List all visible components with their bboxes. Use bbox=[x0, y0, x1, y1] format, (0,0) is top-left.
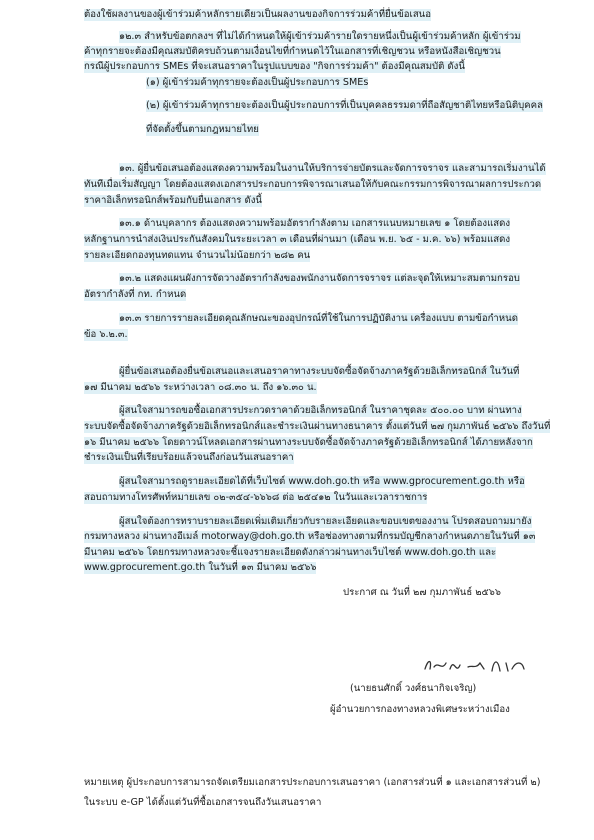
text-line-27: ผู้สนใจต้องการทราบรายละเอียดเพิ่มเติมเกี่ยวกับรายละเอียดและขอบเขตของงาน โปรดสอบถามมายัง bbox=[119, 516, 532, 527]
text-line-16: อัตรากำลังที่ กท. กำหนด bbox=[84, 289, 187, 300]
text-line-22: ระบบจัดซื้อจัดจ้างภาครัฐด้วยอิเล็กทรอนิกส์และชำระเงินผ่านทางธนาคาร ตั้งแต่วันที่ ๒๗ กุมภาพันธ์ ๒๕๖๖ ถึงวันที่ bbox=[84, 421, 551, 432]
text-line-20: ๑๗ มีนาคม ๒๕๖๖ ระหว่างเวลา ๐๘.๓๐ น. ถึง ๑๖.๓๐ น. bbox=[84, 382, 317, 393]
text-line-13: หลักฐานการนำส่งเงินประกันสังคมในระยะเวลา ๓ เดือนที่ผ่านมา (เดือน พ.ย. ๖๕ - ม.ค. ๖๖) พร้อมแสดง bbox=[84, 234, 511, 245]
text-line-1: ต้องใช้ผลงานของผู้เข้าร่วมค้าหลักรายเดียวเป็นผลงานของกิจการร่วมค้าที่ยื่นข้อเสนอ bbox=[84, 9, 432, 20]
signatory-position: ผู้อำนวยการกองทางหลวงพิเศษระหว่างเมือง bbox=[330, 704, 510, 715]
text-line-5: (๑) ผู้เข้าร่วมค้าทุกรายจะต้องเป็นผู้ประกอบการ SMEs bbox=[146, 77, 369, 88]
text-line-30: www.gprocurement.go.th ในวันที่ ๑๓ มีนาคม ๒๕๖๖ bbox=[84, 562, 317, 573]
text-line-19: ผู้ยื่นข้อเสนอต้องยื่นข้อเสนอและเสนอราคาทางระบบจัดซื้อจัดจ้างภาครัฐด้วยอิเล็กทรอนิกส์ ในวันที่ bbox=[119, 366, 520, 377]
text-line-21: ผู้สนใจสามารถขอซื้อเอกสารประกวดราคาด้วยอิเล็กทรอนิกส์ ในราคาชุดละ ๕๐๐.๐๐ บาท ผ่านทาง bbox=[119, 405, 522, 416]
text-line-26: สอบถามทางโทรศัพท์หมายเลข ๐๒-๓๕๔-๖๖๖๘ ต่อ ๒๕๔๑๒ ในวันและเวลาราชการ bbox=[84, 492, 428, 503]
text-line-17: ๑๓.๓ รายการรายละเอียดคุณลักษณะของอุปกรณ์ที่ใช้ในการปฏิบัติงาน เครื่องแบบ ตามข้อกำหนด bbox=[119, 313, 518, 324]
text-line-9: ๑๓. ผู้ยื่นข้อเสนอต้องแสดงความพร้อมในงานให้บริการจ่ายบัตรและจัดการจราจร และสามารถเริ่มงานได้ bbox=[119, 163, 546, 174]
text-line-4: กรณีผู้ประกอบการ SMEs ที่จะเสนอราคาในรูปแบบของ "กิจการร่วมค้า" ต้องมีคุณสมบัติ ดังนี้ bbox=[84, 61, 465, 72]
text-line-18: ข้อ ๖.๒.๓. bbox=[84, 329, 128, 340]
note-line-1: หมายเหตุ ผู้ประกอบการสามารถจัดเตรียมเอกสารประกอบการเสนอราคา (เอกสารส่วนที่ ๑ และเอกสารส่วนที่ ๒) bbox=[84, 777, 541, 788]
text-line-3: ค้าทุกรายจะต้องมีคุณสมบัติครบถ้วนตามเงื่อนไขที่กำหนดไว้ในเอกสารที่เชิญชวน หรือหนังสือเชิญชวน bbox=[84, 46, 501, 57]
text-line-7: ที่จัดตั้งขึ้นตามกฎหมายไทย bbox=[146, 124, 259, 135]
note-line-2: ในระบบ e-GP ได้ตั้งแต่วันที่ซื้อเอกสารจนถึงวันเสนอราคา bbox=[84, 797, 322, 808]
signature-image bbox=[420, 655, 530, 677]
text-line-12: ๑๓.๑ ด้านบุคลากร ต้องแสดงความพร้อมอัตรากำลังตาม เอกสารแนบหมายเลข ๑ โดยต้องแสดง bbox=[119, 218, 511, 229]
text-line-15: ๑๓.๒ แสดงแผนผังการจัดวางอัตรากำลังของพนักงานจัดการจราจร แต่ละจุดให้เหมาะสมตามกรอบ bbox=[119, 273, 520, 284]
text-line-14: รายละเอียดกองทุนทดแทน จำนวนไม่น้อยกว่า ๒๘๒ คน bbox=[84, 250, 311, 261]
announcement-date: ประกาศ ณ วันที่ ๒๗ กุมภาพันธ์ ๒๕๖๖ bbox=[343, 587, 501, 598]
text-line-6: (๒) ผู้เข้าร่วมค้าทุกรายจะต้องเป็นผู้ประกอบการที่เป็นบุคคลธรรมดาที่ถือสัญชาติไทยหรือนิติบุคคล bbox=[146, 100, 543, 111]
signatory-name: (นายธนศักดิ์ วงศ์ธนากิจเจริญ) bbox=[350, 683, 477, 694]
text-line-24: ชำระเงินเป็นที่เรียบร้อยแล้วจนถึงก่อนวันเสนอราคา bbox=[84, 452, 294, 463]
text-line-25: ผู้สนใจสามารถดูรายละเอียดได้ที่เว็บไซต์ www.doh.go.th หรือ www.gprocurement.go.th หรือ bbox=[119, 476, 525, 487]
text-line-11: ราคาอิเล็กทรอนิกส์พร้อมกับยื่นเอกสาร ดังนี้ bbox=[84, 195, 262, 206]
text-line-23: ๑๖ มีนาคม ๒๕๖๖ โดยดาวน์โหลดเอกสารผ่านทางระบบจัดซื้อจัดจ้างภาครัฐด้วยอิเล็กทรอนิกส์ ได้ภายหลังจาก bbox=[84, 437, 533, 448]
text-line-2: ๑๒.๓ สำหรับข้อตกลงฯ ที่ไม่ได้กำหนดให้ผู้เข้าร่วมค้ารายใดรายหนึ่งเป็นผู้เข้าร่วมค้าหลัก ผู้เข้าร่วม bbox=[119, 31, 521, 42]
text-line-29: มีนาคม ๒๕๖๖ โดยกรมทางหลวงจะชี้แจงรายละเอียดดังกล่าวผ่านทางเว็บไซต์ www.doh.go.th และ bbox=[84, 547, 497, 558]
text-line-10: ทันทีเมื่อเริ่มสัญญา โดยต้องแสดงเอกสารประกอบการพิจารณาเสนอให้กับคณะกรรมการพิจารณาผลการประกวด bbox=[84, 179, 542, 190]
text-line-28: กรมทางหลวง ผ่านทางอีเมล์ motorway@doh.go.th หรือช่องทางตามที่กรมบัญชีกลางกำหนดภายในวันที่ ๑๓ bbox=[84, 531, 536, 542]
